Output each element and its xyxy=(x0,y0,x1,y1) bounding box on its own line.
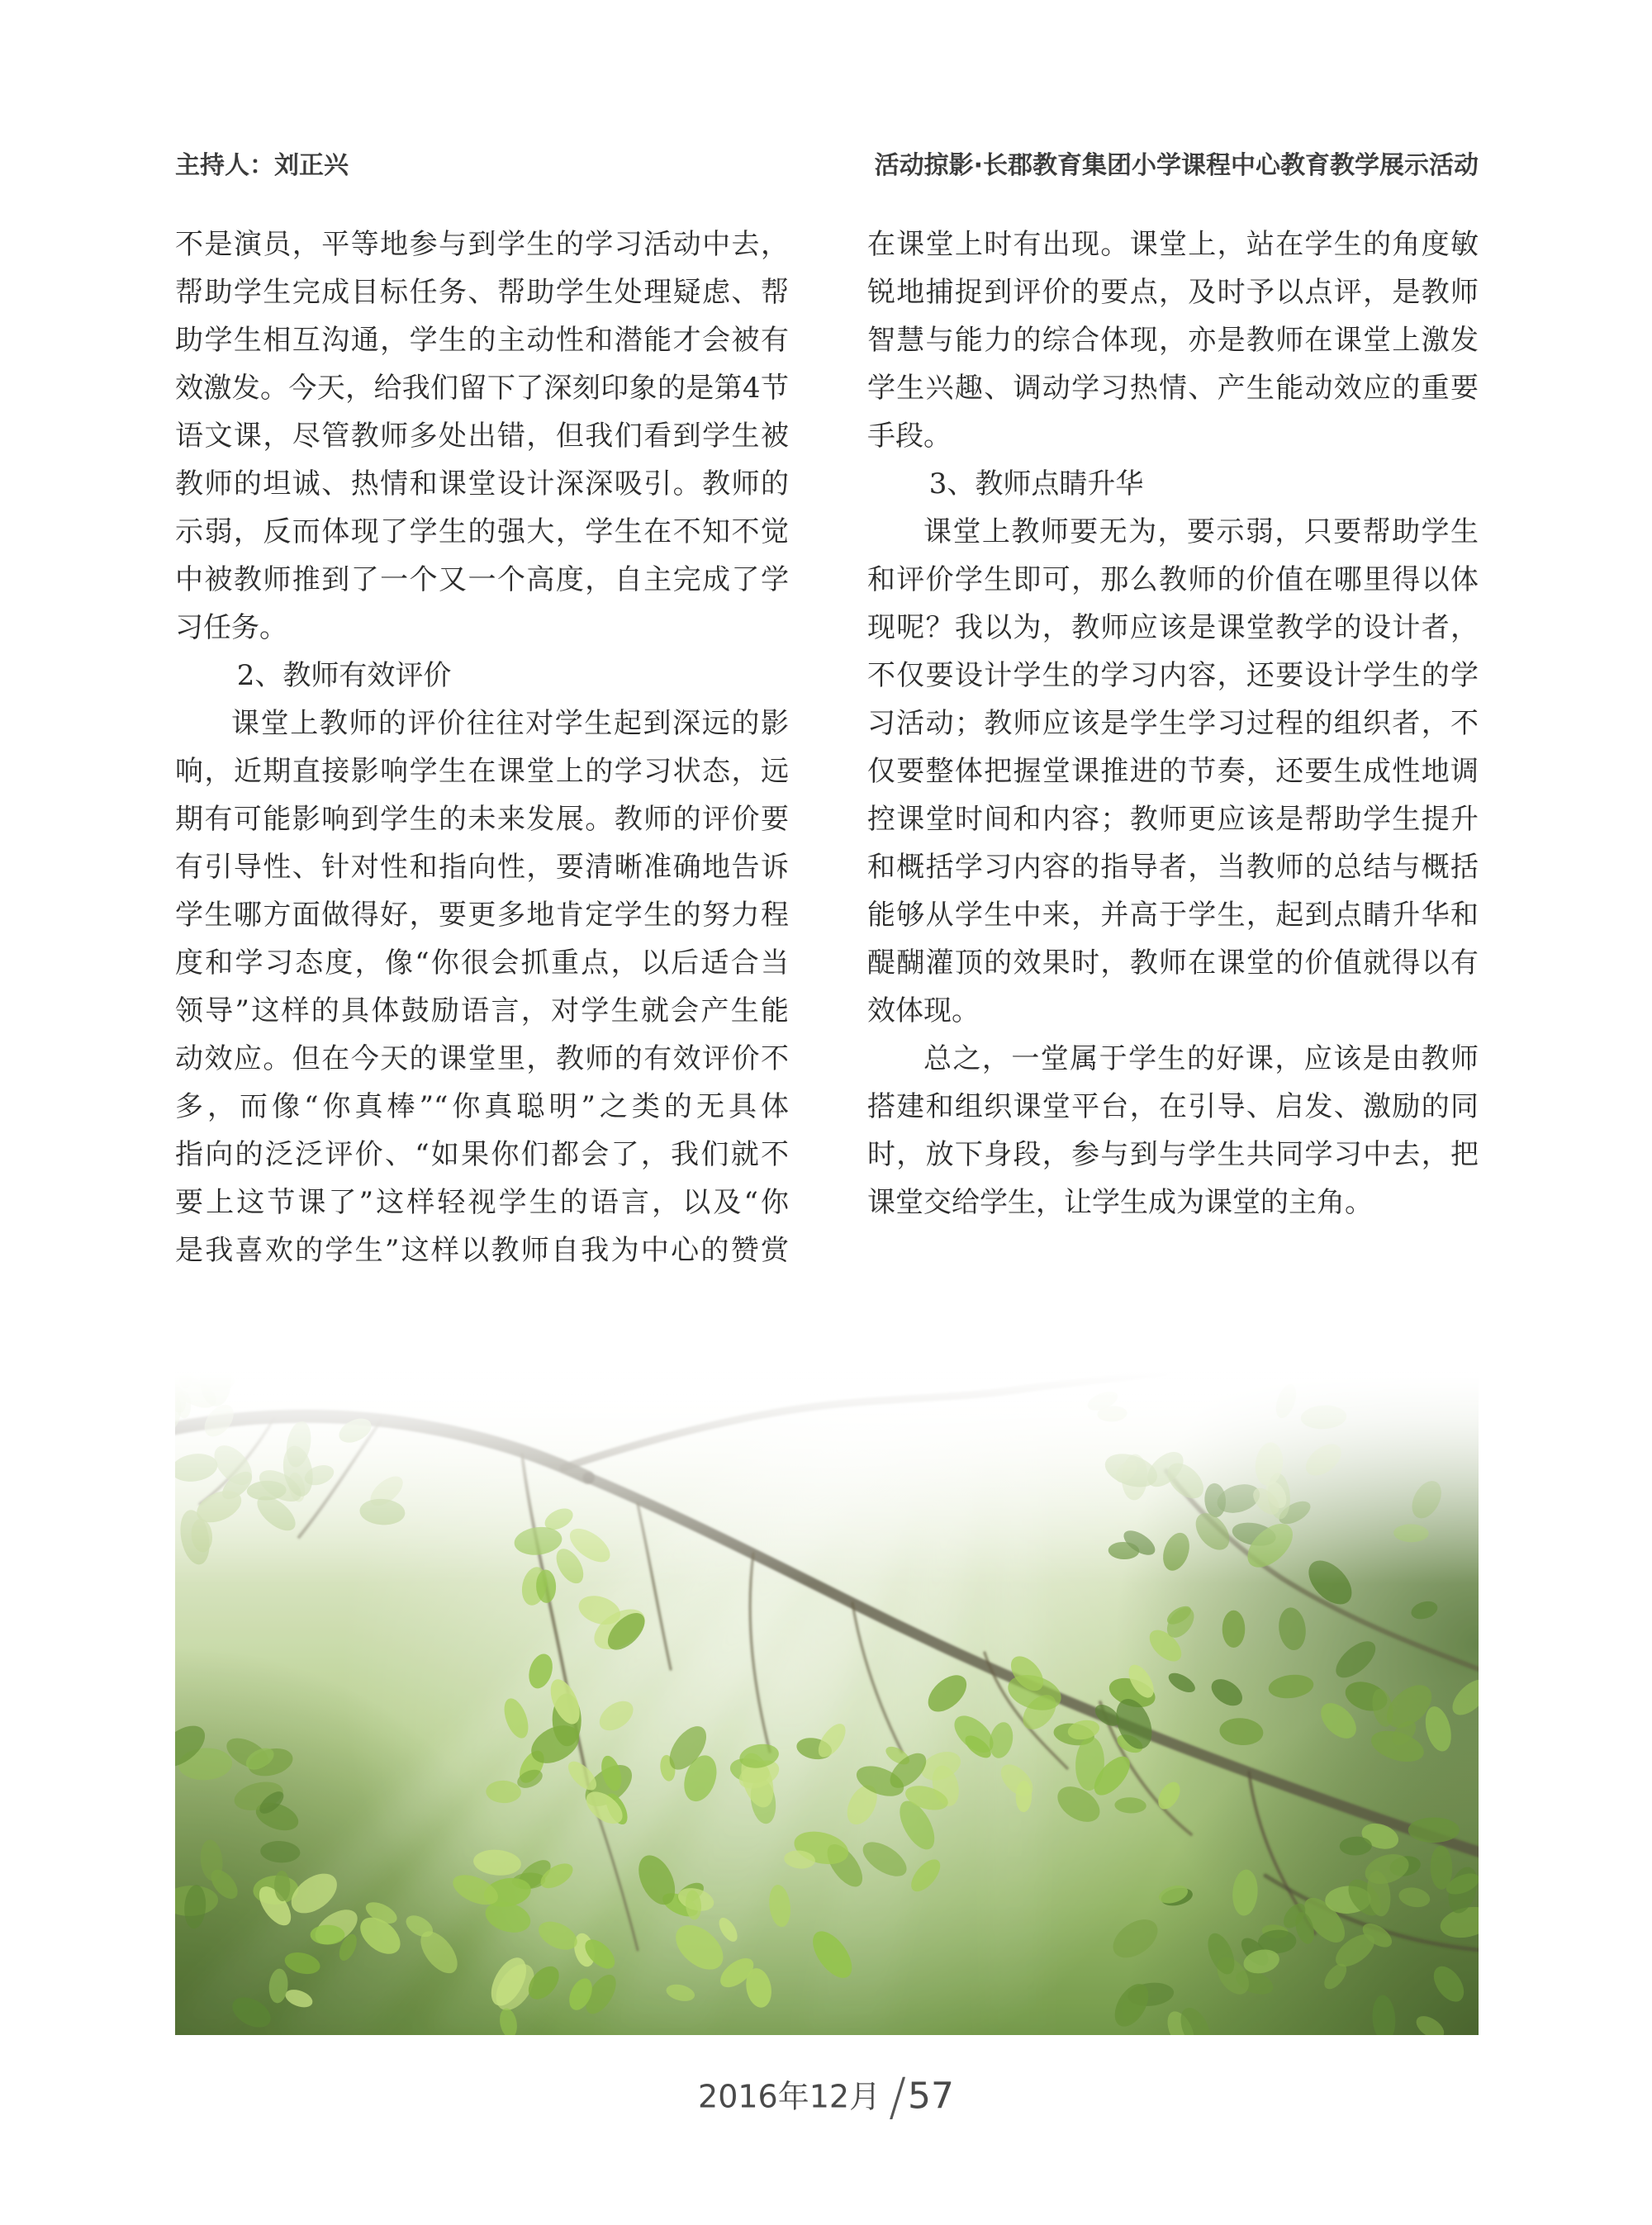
body-line: 动效应。但在今天的课堂里，教师的有效评价不 xyxy=(175,1042,789,1075)
body-line: 控课堂时间和内容；教师更应该是帮助学生提升 xyxy=(867,803,1479,836)
body-line: 示弱，反而体现了学生的强大，学生在不知不觉 xyxy=(175,515,789,548)
body-line: 习活动；教师应该是学生学习过程的组织者，不 xyxy=(867,707,1479,740)
body-line: 仅要整体把握堂课推进的节奏，还要生成性地调 xyxy=(867,755,1479,788)
body-line: 智慧与能力的综合体现，亦是教师在课堂上激发 xyxy=(867,324,1479,357)
body-line: 效体现。 xyxy=(867,994,980,1027)
body-line: 是我喜欢的学生”这样以教师自我为中心的赞赏 xyxy=(175,1234,789,1267)
body-line: 时，放下身段，参与到与学生共同学习中去，把 xyxy=(867,1138,1479,1171)
body-line: 助学生相互沟通，学生的主动性和潜能才会被有 xyxy=(175,324,789,357)
body-line: 要上这节课了”这样轻视学生的语言，以及“你 xyxy=(175,1186,789,1219)
body-line: 不是演员，平等地参与到学生的学习活动中去， xyxy=(175,228,789,261)
body-line: 在课堂上时有出现。课堂上，站在学生的角度敏 xyxy=(867,228,1479,261)
body-line: 不仅要设计学生的学习内容，还要设计学生的学 xyxy=(867,659,1479,692)
body-line: 总之，一堂属于学生的好课，应该是由教师 xyxy=(923,1042,1479,1075)
issue-date: 2016年12月 xyxy=(698,2078,881,2115)
body-line: 能够从学生中来，并高于学生，起到点睛升华和 xyxy=(867,899,1479,932)
article-left-column xyxy=(175,221,789,1274)
body-line: 指向的泛泛评价、“如果你们都会了，我们就不 xyxy=(175,1138,789,1171)
body-line: 响，近期直接影响学生在课堂上的学习状态，远 xyxy=(175,755,789,788)
host-label: 主持人：刘正兴 xyxy=(175,151,349,180)
body-line: 有引导性、针对性和指向性，要清晰准确地告诉 xyxy=(175,851,789,884)
page-footer xyxy=(0,2067,1652,2125)
body-line: 学生兴趣、调动学习热情、产生能动效应的重要 xyxy=(867,372,1479,405)
article-right-column xyxy=(867,221,1479,1226)
body-line: 期有可能影响到学生的未来发展。教师的评价要 xyxy=(175,803,789,836)
body-line: 帮助学生完成目标任务、帮助学生处理疑虑、帮 xyxy=(175,276,789,309)
section-heading: 3、教师点睛升华 xyxy=(928,467,1144,501)
body-line: 和评价学生即可，那么教师的价值在哪里得以体 xyxy=(867,563,1479,596)
body-line: 搭建和组织课堂平台，在引导、启发、激励的同 xyxy=(867,1090,1479,1123)
body-line: 醍醐灌顶的效果时，教师在课堂的价值就得以有 xyxy=(867,946,1479,980)
body-line: 课堂上教师的评价往往对学生起到深远的影 xyxy=(231,707,789,740)
forest-photo xyxy=(175,1372,1479,2035)
body-line: 习任务。 xyxy=(175,611,287,644)
top-fade xyxy=(175,1372,1479,2035)
body-line: 锐地捕捉到评价的要点，及时予以点评，是教师 xyxy=(867,276,1479,309)
body-line: 效激发。今天，给我们留下了深刻印象的是第4节 xyxy=(175,372,789,405)
body-line: 教师的坦诚、热情和课堂设计深深吸引。教师的 xyxy=(175,467,789,501)
section-heading: 2、教师有效评价 xyxy=(236,659,452,692)
footer-separator: / xyxy=(889,2066,906,2127)
page-number: 57 xyxy=(907,2075,954,2118)
body-line: 领导”这样的具体鼓励语言，对学生就会产生能 xyxy=(175,994,789,1027)
body-line: 语文课，尽管教师多处出错，但我们看到学生被 xyxy=(175,420,789,453)
body-line: 学生哪方面做得好，要更多地肯定学生的努力程 xyxy=(175,899,789,932)
body-line: 和概括学习内容的指导者，当教师的总结与概括 xyxy=(867,851,1479,884)
body-line: 课堂交给学生，让学生成为课堂的主角。 xyxy=(867,1186,1373,1219)
column-title: 活动掠影·长郡教育集团小学课程中心教育教学展示活动 xyxy=(874,151,1479,180)
body-line: 中被教师推到了一个又一个高度，自主完成了学 xyxy=(175,563,789,596)
body-line: 多，而像“你真棒”“你真聪明”之类的无具体 xyxy=(175,1090,789,1123)
body-line: 手段。 xyxy=(867,420,952,453)
body-line: 课堂上教师要无为，要示弱，只要帮助学生 xyxy=(923,515,1479,548)
body-line: 现呢？我以为，教师应该是课堂教学的设计者， xyxy=(867,611,1479,644)
forest-photo-art xyxy=(175,1372,1479,2035)
body-line: 度和学习态度，像“你很会抓重点，以后适合当 xyxy=(175,946,789,980)
